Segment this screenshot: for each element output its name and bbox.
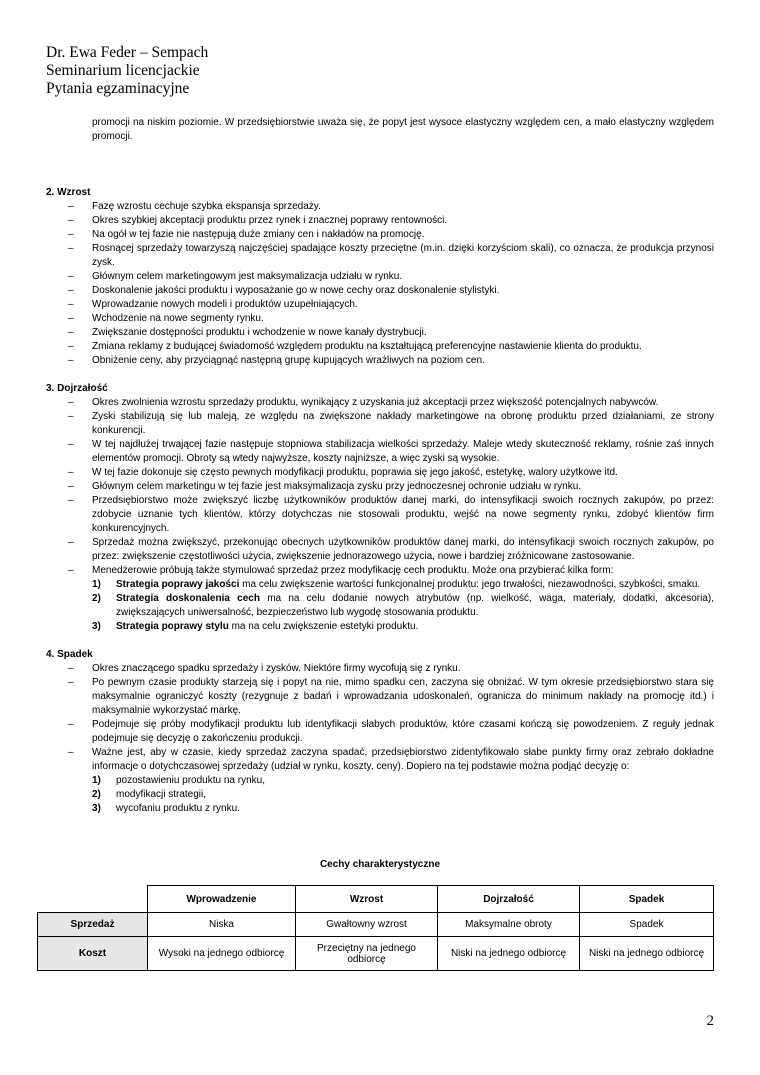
subject-line: Pytania egzaminacyjne (46, 80, 190, 97)
list-item: – Zyski stabilizują się lub maleją, ze względu na zwiększone nakłady marketingowe na obronę produktu przed działaniami, ze strony konkurencji. (46, 410, 714, 438)
table-cell: Niski na jednego odbiorcę (438, 937, 580, 971)
list-item: – Głównym celem marketingowym jest maksymalizacja udziału w rynku. (46, 270, 714, 284)
list-item: – Wprowadzanie nowych modeli i produktów uzupełniających. (46, 298, 714, 312)
characteristics-table (37, 885, 714, 971)
list-item: – Doskonalenie jakości produktu i wyposażanie go w nowe cechy oraz doskonalenie stylistyki. (46, 284, 714, 298)
decision-option (46, 788, 714, 802)
list-item: – Fazę wzrostu cechuje szybka ekspansja sprzedaży. (46, 200, 714, 214)
option-text: pozostawieniu produktu na rynku, (116, 775, 265, 786)
table-cell: Spadek (580, 913, 714, 937)
row-header: Koszt (38, 937, 148, 971)
strategy-item (46, 592, 714, 620)
course-line: Seminarium licencjackie (46, 62, 200, 79)
page-number: 2 (706, 1013, 714, 1029)
author-line: Dr. Ewa Feder – Sempach (46, 44, 209, 61)
list-item: – Wchodzenie na nowe segmenty rynku. (46, 312, 714, 326)
wzrost-list (46, 200, 714, 368)
option-text: wycofaniu produktu z rynku. (116, 803, 240, 814)
row-header: Sprzedaż (38, 913, 148, 937)
table-title: Cechy charakterystyczne (319, 859, 441, 870)
table-cell: Niska (148, 913, 296, 937)
strategy-item (46, 578, 714, 592)
strategy-number: 3) (92, 621, 101, 632)
strategy-number: 2) (92, 593, 101, 604)
table-cell: Niski na jednego odbiorcę (580, 937, 714, 971)
strategy-name: Strategia poprawy stylu (116, 621, 229, 632)
decision-option (46, 802, 714, 816)
table-cell: Przeciętny na jednego odbiorcę (296, 937, 438, 971)
option-number: 2) (92, 789, 101, 800)
list-item: – Po pewnym czasie produkty starzeją się i popyt na nie, mimo spadku cen, zaczyna się obniżać. W tym okresie przedsiębiorstwo stara się maksymalnie ograniczyć koszty (rezygnuje z badań i wprowadzania udoskonaleń, ogranicza do minimum nakłady na promocję itd.) i maksymalnie wykorzystać markę. (46, 676, 714, 718)
column-header: Wprowadzenie (148, 886, 296, 913)
list-item: – Zwiększanie dostępności produktu i wchodzenie w nowe kanały dystrybucji. (46, 326, 714, 340)
option-text: modyfikacji strategii, (116, 789, 207, 800)
list-item: – Obniżenie ceny, aby przyciągnąć następną grupę kupujących wrażliwych na poziom cen. (46, 354, 714, 368)
list-item: – Menedżerowie próbują także stymulować sprzedaż przez modyfikację cech produktu. Może ona przybierać kilka form: (46, 564, 714, 578)
list-item: – Głównym celem marketingu w tej fazie jest maksymalizacja zysku przy jednoczesnej ochronie udziału w rynku. (46, 480, 714, 494)
table-cell: Gwałtowny wzrost (296, 913, 438, 937)
strategy-item (46, 620, 714, 634)
option-number: 1) (92, 775, 101, 786)
document-body (46, 116, 714, 816)
spadek-list (46, 662, 714, 774)
list-item: – Na ogół w tej fazie nie następują duże zmiany cen i nakładów na promocję. (46, 228, 714, 242)
section-title-dojrzalosc: 3. Dojrzałość (46, 383, 108, 394)
decision-option (46, 774, 714, 788)
strategy-description: ma celu zwiększenie wartości funkcjonalnej produktu: jego trwałości, niezawodności, szybkości, smaku. (239, 579, 701, 590)
option-number: 3) (92, 803, 101, 814)
table-row (38, 937, 714, 971)
list-item: – Okres znaczącego spadku sprzedaży i zysków. Niektóre firmy wycofują się z rynku. (46, 662, 714, 676)
list-item: – Zmiana reklamy z budującej świadomość względem produktu na kształtującą preferencyjne nastawienie klienta do produktu. (46, 340, 714, 354)
strategy-name: Strategia poprawy jakości (116, 579, 240, 590)
section-title-wzrost: 2. Wzrost (46, 187, 91, 198)
column-header: Wzrost (296, 886, 438, 913)
list-item: – Okres szybkiej akceptacji produktu przez rynek i znacznej poprawy rentowności. (46, 214, 714, 228)
dojrzalosc-list (46, 396, 714, 578)
strategy-name: Strategia doskonalenia cech (116, 593, 260, 604)
document-header (46, 44, 208, 98)
list-item: – Podejmuje się próby modyfikacji produktu lub identyfikacji słabych produktów, które czasami kończą się powodzeniem. Z reguły jednak podejmuje się decyzję o zakończeniu produkcji. (46, 718, 714, 746)
intro-paragraph: promocji na niskim poziomie. W przedsiębiorstwie uważa się, że popyt jest wysoce elastyczny względem cen, a mało elastyczny względem promocji. (92, 117, 714, 142)
list-item: – Okres zwolnienia wzrostu sprzedaży produktu, wynikający z uzyskania już akceptacji przez większość potencjalnych nabywców. (46, 396, 714, 410)
section-title-spadek: 4. Spadek (46, 649, 93, 660)
list-item: – Przedsiębiorstwo może zwiększyć liczbę użytkowników produktów danej marki, do intensyfikacji swoich rocznych zakupów, po przez: zdobycie uznanie tych klientów, którzy dotychczas nie stosowali produktu, wejść na nowe segmenty rynku, zdobyć klientów firm konkurencyjnych. (46, 494, 714, 536)
column-header: Spadek (580, 886, 714, 913)
list-item: – Ważne jest, aby w czasie, kiedy sprzedaż zaczyna spadać, przedsiębiorstwo zidentyfikowało słabe punkty firmy oraz zebrało dokładne informacje o dotychczasowej sprzedaży (udział w rynku, koszty, ceny). Dopiero na tej podstawie można podjąć decyzję o: (46, 746, 714, 774)
table-row (38, 913, 714, 937)
strategy-description: ma na celu zwiększenie estetyki produktu. (228, 621, 419, 632)
strategy-number: 1) (92, 579, 101, 590)
strategy-description: ma na celu dodanie nowych atrybutów (np. wielkość, waga, materiały, dodatki, akcesoria), zwiększających uniwersalność, bezpieczeństwo lub wygodę stosowania produktu. (116, 593, 714, 618)
list-item: – W tej najdłużej trwającej fazie następuje stopniowa stabilizacja wielkości sprzedaży. Maleje wtedy skuteczność reklamy, rośnie zaś innych elementów promocji. Obroty są wtedy najwyższe, koszty najniższe, a więc zyski są wysokie. (46, 438, 714, 466)
table-cell: Maksymalne obroty (438, 913, 580, 937)
table-header-row (38, 886, 714, 913)
list-item: – Sprzedaż można zwiększyć, przekonując obecnych użytkowników produktów danej marki, do intensyfikacji swoich rocznych zakupów, po przez: zwiększenie częstotliwości użycia, zwiększenie jednorazowego użycia, nowe i bardziej zróżnicowane zastosowanie. (46, 536, 714, 564)
column-header: Dojrzałość (438, 886, 580, 913)
list-item: – Rosnącej sprzedaży towarzyszą najczęściej spadające koszty przeciętne (m.in. dzięki korzyściom skali), co oznacza, że produkcja przynosi zysk. (46, 242, 714, 270)
table-cell: Wysoki na jednego odbiorcę (148, 937, 296, 971)
table-corner-cell (38, 886, 148, 913)
list-item: – W tej fazie dokonuje się często pewnych modyfikacji produktu, poprawia się jego jakość, estetykę, walory użytkowe itd. (46, 466, 714, 480)
